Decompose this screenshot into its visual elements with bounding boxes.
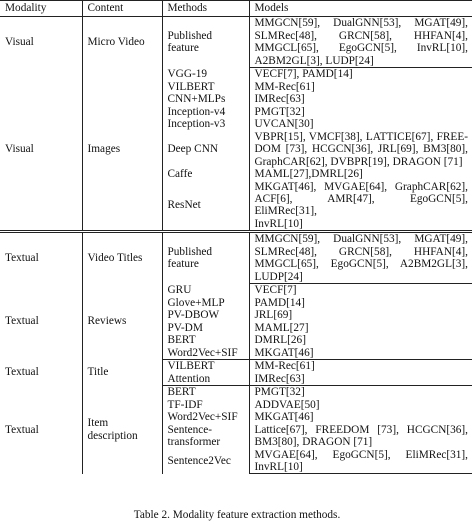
models-line: ACF[6], AMR[47], EgoGCN[5], EliMRec[31],: [249, 193, 472, 217]
method-cell: Sentence2Vec: [162, 448, 249, 474]
method-cell: Word2Vec+SIF: [162, 411, 249, 424]
models-line: Lattice[67], FREEDOM [73], HCGCN[36],: [249, 423, 472, 436]
models-line: BM3[80], DRAGON [71]: [249, 436, 472, 449]
content-cell: Reviews: [82, 283, 162, 359]
header-content: Content: [82, 1, 162, 17]
table-caption: Table 2. Modality feature extraction methods.: [133, 509, 341, 521]
models-line: ADDVAE[50]: [249, 398, 472, 411]
models-line: MVGAE[64], EgoGCN[5], EliMRec[31],: [249, 448, 472, 461]
models-line: MMGCL[65], EgoGCN[5], InvRL[10],: [249, 42, 472, 55]
models-line: JRL[69]: [249, 309, 472, 322]
method-cell: Published feature: [162, 231, 249, 283]
models-line: IMRec[63]: [249, 372, 472, 385]
method-cell: PV-DM: [162, 321, 249, 334]
models-line: SLMRec[48], GRCN[58], HHFAN[4],: [249, 245, 472, 258]
method-cell: Word2Vec+SIF: [162, 346, 249, 359]
modality-cell: Textual: [5, 315, 39, 328]
content-cell: Title: [82, 359, 162, 385]
models-line: GraphCAR[62], DVBPR[19], DRAGON [71]: [249, 156, 472, 169]
models-line: InvRL[10]: [249, 217, 472, 231]
method-cell: VILBERT: [162, 81, 249, 94]
method-cell: Sentence-transformer: [162, 423, 249, 448]
method-cell: Inception-v3: [162, 118, 249, 131]
modality-cell: Visual: [5, 142, 34, 155]
models-line: UVCAN[30]: [249, 118, 472, 131]
method-cell: Glove+MLP: [162, 296, 249, 309]
modality-cell: Textual: [5, 252, 39, 265]
models-line: A2BM2GL[3], LUDP[24]: [249, 55, 472, 68]
models-line: PMGT[32]: [249, 106, 472, 119]
method-cell: PV-DBOW: [162, 309, 249, 322]
method-cell: VILBERT: [162, 359, 249, 372]
table-row: [0, 283, 472, 296]
models-line: DOM [73], HCGCN[36], JRL[69], BM3[80],: [249, 143, 472, 156]
models-line: MMGCL[65], EgoGCN[5], A2BM2GL[3],: [249, 258, 472, 271]
content-cell: Video Titles: [82, 231, 162, 283]
models-line: MM-Rec[61]: [249, 359, 472, 372]
header-modality: Modality: [0, 1, 82, 17]
table-row: [0, 231, 472, 245]
method-cell: Deep CNN: [162, 131, 249, 169]
header-row: [0, 1, 472, 17]
content-cell: Item description: [82, 385, 162, 474]
models-line: MKGAT[46]: [249, 411, 472, 424]
content-cell: Micro Video: [82, 17, 162, 68]
table-row: [0, 359, 472, 372]
models-line: DMRL[26]: [249, 334, 472, 347]
modality-cell: Textual: [5, 423, 39, 436]
header-models: Models: [249, 1, 472, 17]
method-cell: GRU: [162, 283, 249, 296]
models-line: MAML[27]: [249, 321, 472, 334]
method-cell: Caffe: [162, 168, 249, 181]
method-cell: VGG-19: [162, 68, 249, 81]
models-line: VBPR[15], VMCF[38], LATTICE[67], FREE-: [249, 131, 472, 144]
table-row: [0, 17, 472, 30]
method-cell: Attention: [162, 372, 249, 385]
models-line: MKGAT[46], MVGAE[64], GraphCAR[62],: [249, 181, 472, 194]
models-line: PAMD[14]: [249, 296, 472, 309]
models-line: IMRec[63]: [249, 93, 472, 106]
modality-cell: Visual: [5, 36, 34, 49]
table-row: [0, 68, 472, 81]
method-cell: CNN+MLPs: [162, 93, 249, 106]
method-cell: Published feature: [162, 17, 249, 68]
models-line: VECF[7]: [249, 283, 472, 296]
models-line: LUDP[24]: [249, 270, 472, 283]
models-line: PMGT[32]: [249, 385, 472, 398]
models-line: MMGCN[59], DualGNN[53], MGAT[49],: [249, 17, 472, 30]
method-cell: BERT: [162, 334, 249, 347]
models-line: MKGAT[46]: [249, 346, 472, 359]
models-line: SLMRec[48], GRCN[58], HHFAN[4],: [249, 30, 472, 43]
modality-cell: Textual: [5, 366, 39, 379]
models-line: MAML[27],DMRL[26]: [249, 168, 472, 181]
method-cell: BERT: [162, 385, 249, 398]
models-line: InvRL[10]: [249, 461, 472, 474]
models-line: VECF[7], PAMD[14]: [249, 68, 472, 81]
models-line: MM-Rec[61]: [249, 81, 472, 94]
method-cell: ResNet: [162, 181, 249, 232]
method-cell: TF-IDF: [162, 398, 249, 411]
method-cell: Inception-v4: [162, 106, 249, 119]
table-row: [0, 385, 472, 398]
content-cell: Images: [82, 68, 162, 232]
header-methods: Methods: [162, 1, 249, 17]
models-line: MMGCN[59], DualGNN[53], MGAT[49],: [249, 231, 472, 245]
